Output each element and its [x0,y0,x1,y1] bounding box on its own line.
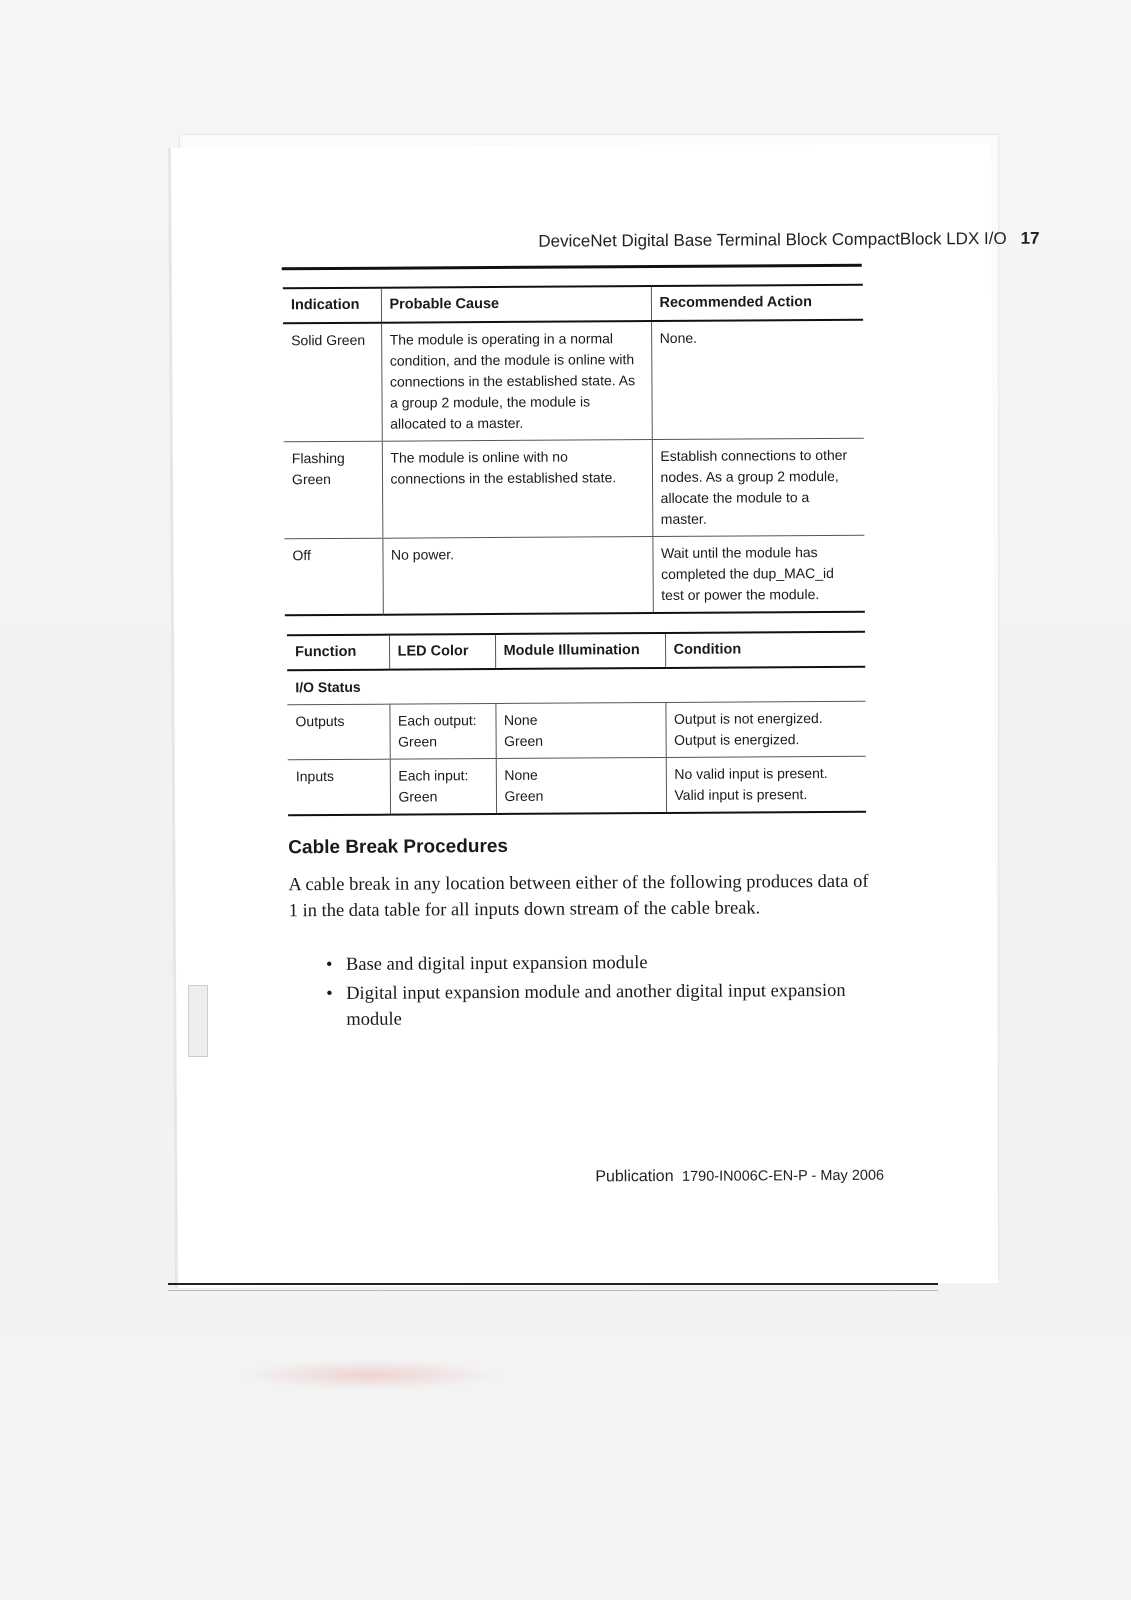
action-cell: None. [651,320,864,440]
indication-cell: Solid Green [283,323,382,442]
condition-line: No valid input is present. [674,764,828,782]
illumination-line: Green [504,732,544,749]
list-item-text: Base and digital input expansion module [345,953,648,975]
table-row [287,701,865,760]
list-item-text: Digital input expansion module and another digital input expansion module [346,980,846,1030]
condition-line: Output is energized. [674,731,800,748]
page-edge-line [168,1290,938,1291]
table-header-row [283,285,863,324]
table-header-row [287,632,865,671]
column-header: Function [287,635,389,671]
footer-label: Publication [595,1167,674,1186]
list-item [324,949,864,978]
header-title: DeviceNet Digital Base Terminal Block CompactBlock LDX I/O [538,228,1007,251]
indication-cell: Flashing Green [284,441,383,539]
cause-cell: No power. [382,537,652,615]
page-edge-line [168,1283,938,1285]
column-header: Module Illumination [495,633,665,669]
action-cell: Establish connections to other nodes. As a group 2 module, allocate the module to a master. [652,438,865,536]
column-header: Condition [665,632,865,668]
indication-cell: Off [284,538,382,615]
list-item [324,978,864,1033]
table-row [283,320,864,442]
condition-cell [666,756,866,813]
led-color-line: Each output: [397,712,477,729]
group-label: I/O Status [287,667,865,705]
condition-line: Output is not energized. [673,710,823,727]
table-row [288,756,866,815]
illumination-line: None [504,766,538,783]
column-header: Indication [283,288,381,324]
publication-footer [595,1167,884,1187]
action-cell: Wait until the module has completed the dup_MAC_id test or power the module. [652,535,864,613]
section-heading: Cable Break Procedures [288,835,509,859]
illumination-line: None [503,711,538,728]
io-status-table [287,631,866,817]
binding-clip [188,985,208,1057]
column-header: LED Color [389,634,495,670]
bullet-icon: • [325,955,333,976]
document-page [168,143,1040,1288]
illumination-cell [495,702,665,758]
function-cell: Outputs [287,704,389,760]
table-row [284,438,865,539]
header-rule [282,264,862,271]
illumination-cell [496,757,666,814]
led-color-line: Each input: [398,767,469,784]
bullet-icon: • [326,984,333,1005]
condition-line: Valid input is present. [674,786,808,803]
publication-number: 1790-IN006C-EN-P - May 2006 [681,1167,885,1185]
bullet-list [324,949,865,1036]
running-header [400,229,1040,257]
body-paragraph: A cable break in any location between either of the following produces data of 1 in the data table for all inputs down stream of the cable break. [288,871,869,922]
led-color-cell [389,704,495,760]
table-row [284,535,864,615]
column-header: Probable Cause [381,286,651,323]
led-color-cell [390,759,496,815]
condition-cell [665,701,865,757]
table-group-row [287,667,865,705]
led-color-line: Green [398,733,438,750]
cause-cell: The module is online with no connections in the established state. [382,440,653,539]
scan-smudge [240,1360,500,1390]
indicator-table [283,284,865,617]
function-cell: Inputs [288,759,390,815]
led-color-line: Green [398,788,438,805]
cause-cell: The module is operating in a normal condition, and the module is online with connections in the established state. As a group 2 module, the module is allocated to a master. [381,321,652,441]
column-header: Recommended Action [651,285,863,321]
illumination-line: Green [504,787,544,804]
page-number: 17 [1020,228,1040,248]
